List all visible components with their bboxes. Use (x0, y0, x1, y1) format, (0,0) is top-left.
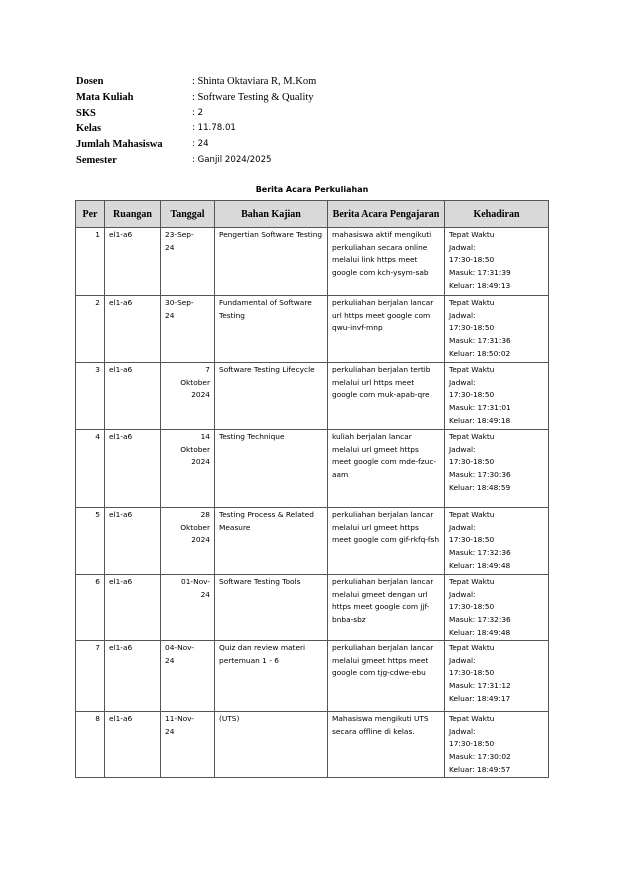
info-row-mata-kuliah (76, 90, 316, 106)
row-tanggal: 04-Nov- 24 (161, 641, 215, 712)
info-label: Semester (76, 154, 117, 166)
row-berita-acara: perkuliahan berjalan tertib melalui url https meet google com muk-apab-qre (328, 363, 445, 430)
row-kehadiran: Tepat Waktu Jadwal: 17:30-18:50 Masuk: 17:31:01 Keluar: 18:49:18 (445, 363, 549, 430)
info-label: SKS (76, 107, 96, 119)
row-bahan-kajian: Quiz dan review materi pertemuan 1 - 6 (215, 641, 328, 712)
row-ruangan: el1-a6 (105, 575, 161, 641)
table-row (76, 508, 549, 575)
row-berita-acara: perkuliahan berjalan lancar melalui gmeet https meet google com tjg-cdwe-ebu (328, 641, 445, 712)
column-header-berita-acara: Berita Acara Pengajaran (328, 201, 445, 228)
row-tanggal: 28 Oktober 2024 (161, 508, 215, 575)
row-tanggal: 11-Nov- 24 (161, 712, 215, 778)
row-tanggal: 7 Oktober 2024 (161, 363, 215, 430)
row-tanggal: 23-Sep- 24 (161, 228, 215, 296)
row-tanggal: 30-Sep- 24 (161, 296, 215, 363)
row-tanggal: 14 Oktober 2024 (161, 430, 215, 508)
course-info (76, 74, 316, 169)
row-ruangan: el1-a6 (105, 296, 161, 363)
row-kehadiran: Tepat Waktu Jadwal: 17:30-18:50 Masuk: 17:30:02 Keluar: 18:49:57 (445, 712, 549, 778)
row-number: 8 (76, 712, 105, 778)
row-ruangan: el1-a6 (105, 508, 161, 575)
column-header-per: Per (76, 201, 105, 228)
row-bahan-kajian: (UTS) (215, 712, 328, 778)
row-number: 7 (76, 641, 105, 712)
berita-acara-table (75, 200, 549, 778)
row-bahan-kajian: Testing Process & Related Measure (215, 508, 328, 575)
column-header-bahan-kajian: Bahan Kajian (215, 201, 328, 228)
table-row (76, 228, 549, 296)
row-ruangan: el1-a6 (105, 430, 161, 508)
row-number: 6 (76, 575, 105, 641)
table-row (76, 641, 549, 712)
row-berita-acara: mahasiswa aktif mengikuti perkuliahan secara online melalui link https meet google com kch-ysym-sab (328, 228, 445, 296)
row-bahan-kajian: Pengertian Software Testing (215, 228, 328, 296)
row-kehadiran: Tepat Waktu Jadwal: 17:30-18:50 Masuk: 17:30:36 Keluar: 18:48:59 (445, 430, 549, 508)
row-berita-acara: Mahasiswa mengikuti UTS secara offline di kelas. (328, 712, 445, 778)
info-label: Kelas (76, 123, 102, 135)
row-berita-acara: perkuliahan berjalan lancar melalui url gmeet https meet google com gif-rkfq-fsh (328, 508, 445, 575)
row-ruangan: el1-a6 (105, 712, 161, 778)
row-tanggal: 01-Nov- 24 (161, 575, 215, 641)
row-number: 1 (76, 228, 105, 296)
row-ruangan: el1-a6 (105, 228, 161, 296)
row-berita-acara: perkuliahan berjalan lancar url https meet google com qwu-invf-mnp (328, 296, 445, 363)
row-number: 2 (76, 296, 105, 363)
info-label: Mata Kuliah (76, 91, 134, 103)
table-row (76, 363, 549, 430)
table-header-row (76, 201, 549, 228)
info-value: : Software Testing & Quality (192, 91, 314, 103)
table-row (76, 430, 549, 508)
row-number: 5 (76, 508, 105, 575)
info-row-semester (76, 153, 316, 169)
row-kehadiran: Tepat Waktu Jadwal: 17:30-18:50 Masuk: 17:32:36 Keluar: 18:49:48 (445, 508, 549, 575)
row-bahan-kajian: Software Testing Lifecycle (215, 363, 328, 430)
info-value: : Shinta Oktaviara R, M.Kom (192, 76, 317, 87)
info-row-dosen (76, 74, 316, 90)
info-value: : 24 (192, 139, 209, 150)
row-ruangan: el1-a6 (105, 363, 161, 430)
table-row (76, 712, 549, 778)
row-kehadiran: Tepat Waktu Jadwal: 17:30-18:50 Masuk: 17:32:36 Keluar: 18:49:48 (445, 575, 549, 641)
column-header-kehadiran: Kehadiran (445, 201, 549, 228)
info-row-jumlah-mahasiswa (76, 137, 316, 153)
row-berita-acara: perkuliahan berjalan lancar melalui gmeet dengan url https meet google com jjf-bnba-sbz (328, 575, 445, 641)
info-label: Dosen (76, 76, 104, 87)
row-bahan-kajian: Testing Technique (215, 430, 328, 508)
info-row-kelas (76, 121, 316, 137)
info-value: : 11.78.01 (192, 123, 236, 134)
table-row (76, 296, 549, 363)
info-label: Jumlah Mahasiswa (76, 139, 163, 151)
row-ruangan: el1-a6 (105, 641, 161, 712)
info-value: : Ganjil 2024/2025 (192, 154, 272, 165)
row-kehadiran: Tepat Waktu Jadwal: 17:30-18:50 Masuk: 17:31:36 Keluar: 18:50:02 (445, 296, 549, 363)
column-header-ruangan: Ruangan (105, 201, 161, 228)
info-value: : 2 (192, 107, 204, 118)
row-bahan-kajian: Fundamental of Software Testing (215, 296, 328, 363)
row-bahan-kajian: Software Testing Tools (215, 575, 328, 641)
row-number: 3 (76, 363, 105, 430)
row-berita-acara: kuliah berjalan lancar melalui url gmeet https meet google com mde-fzuc-aam (328, 430, 445, 508)
row-kehadiran: Tepat Waktu Jadwal: 17:30-18:50 Masuk: 17:31:12 Keluar: 18:49:17 (445, 641, 549, 712)
table-row (76, 575, 549, 641)
row-number: 4 (76, 430, 105, 508)
info-row-sks (76, 106, 316, 122)
column-header-tanggal: Tanggal (161, 201, 215, 228)
row-kehadiran: Tepat Waktu Jadwal: 17:30-18:50 Masuk: 17:31:39 Keluar: 18:49:13 (445, 228, 549, 296)
document-title: Berita Acara Perkuliahan (255, 185, 369, 194)
